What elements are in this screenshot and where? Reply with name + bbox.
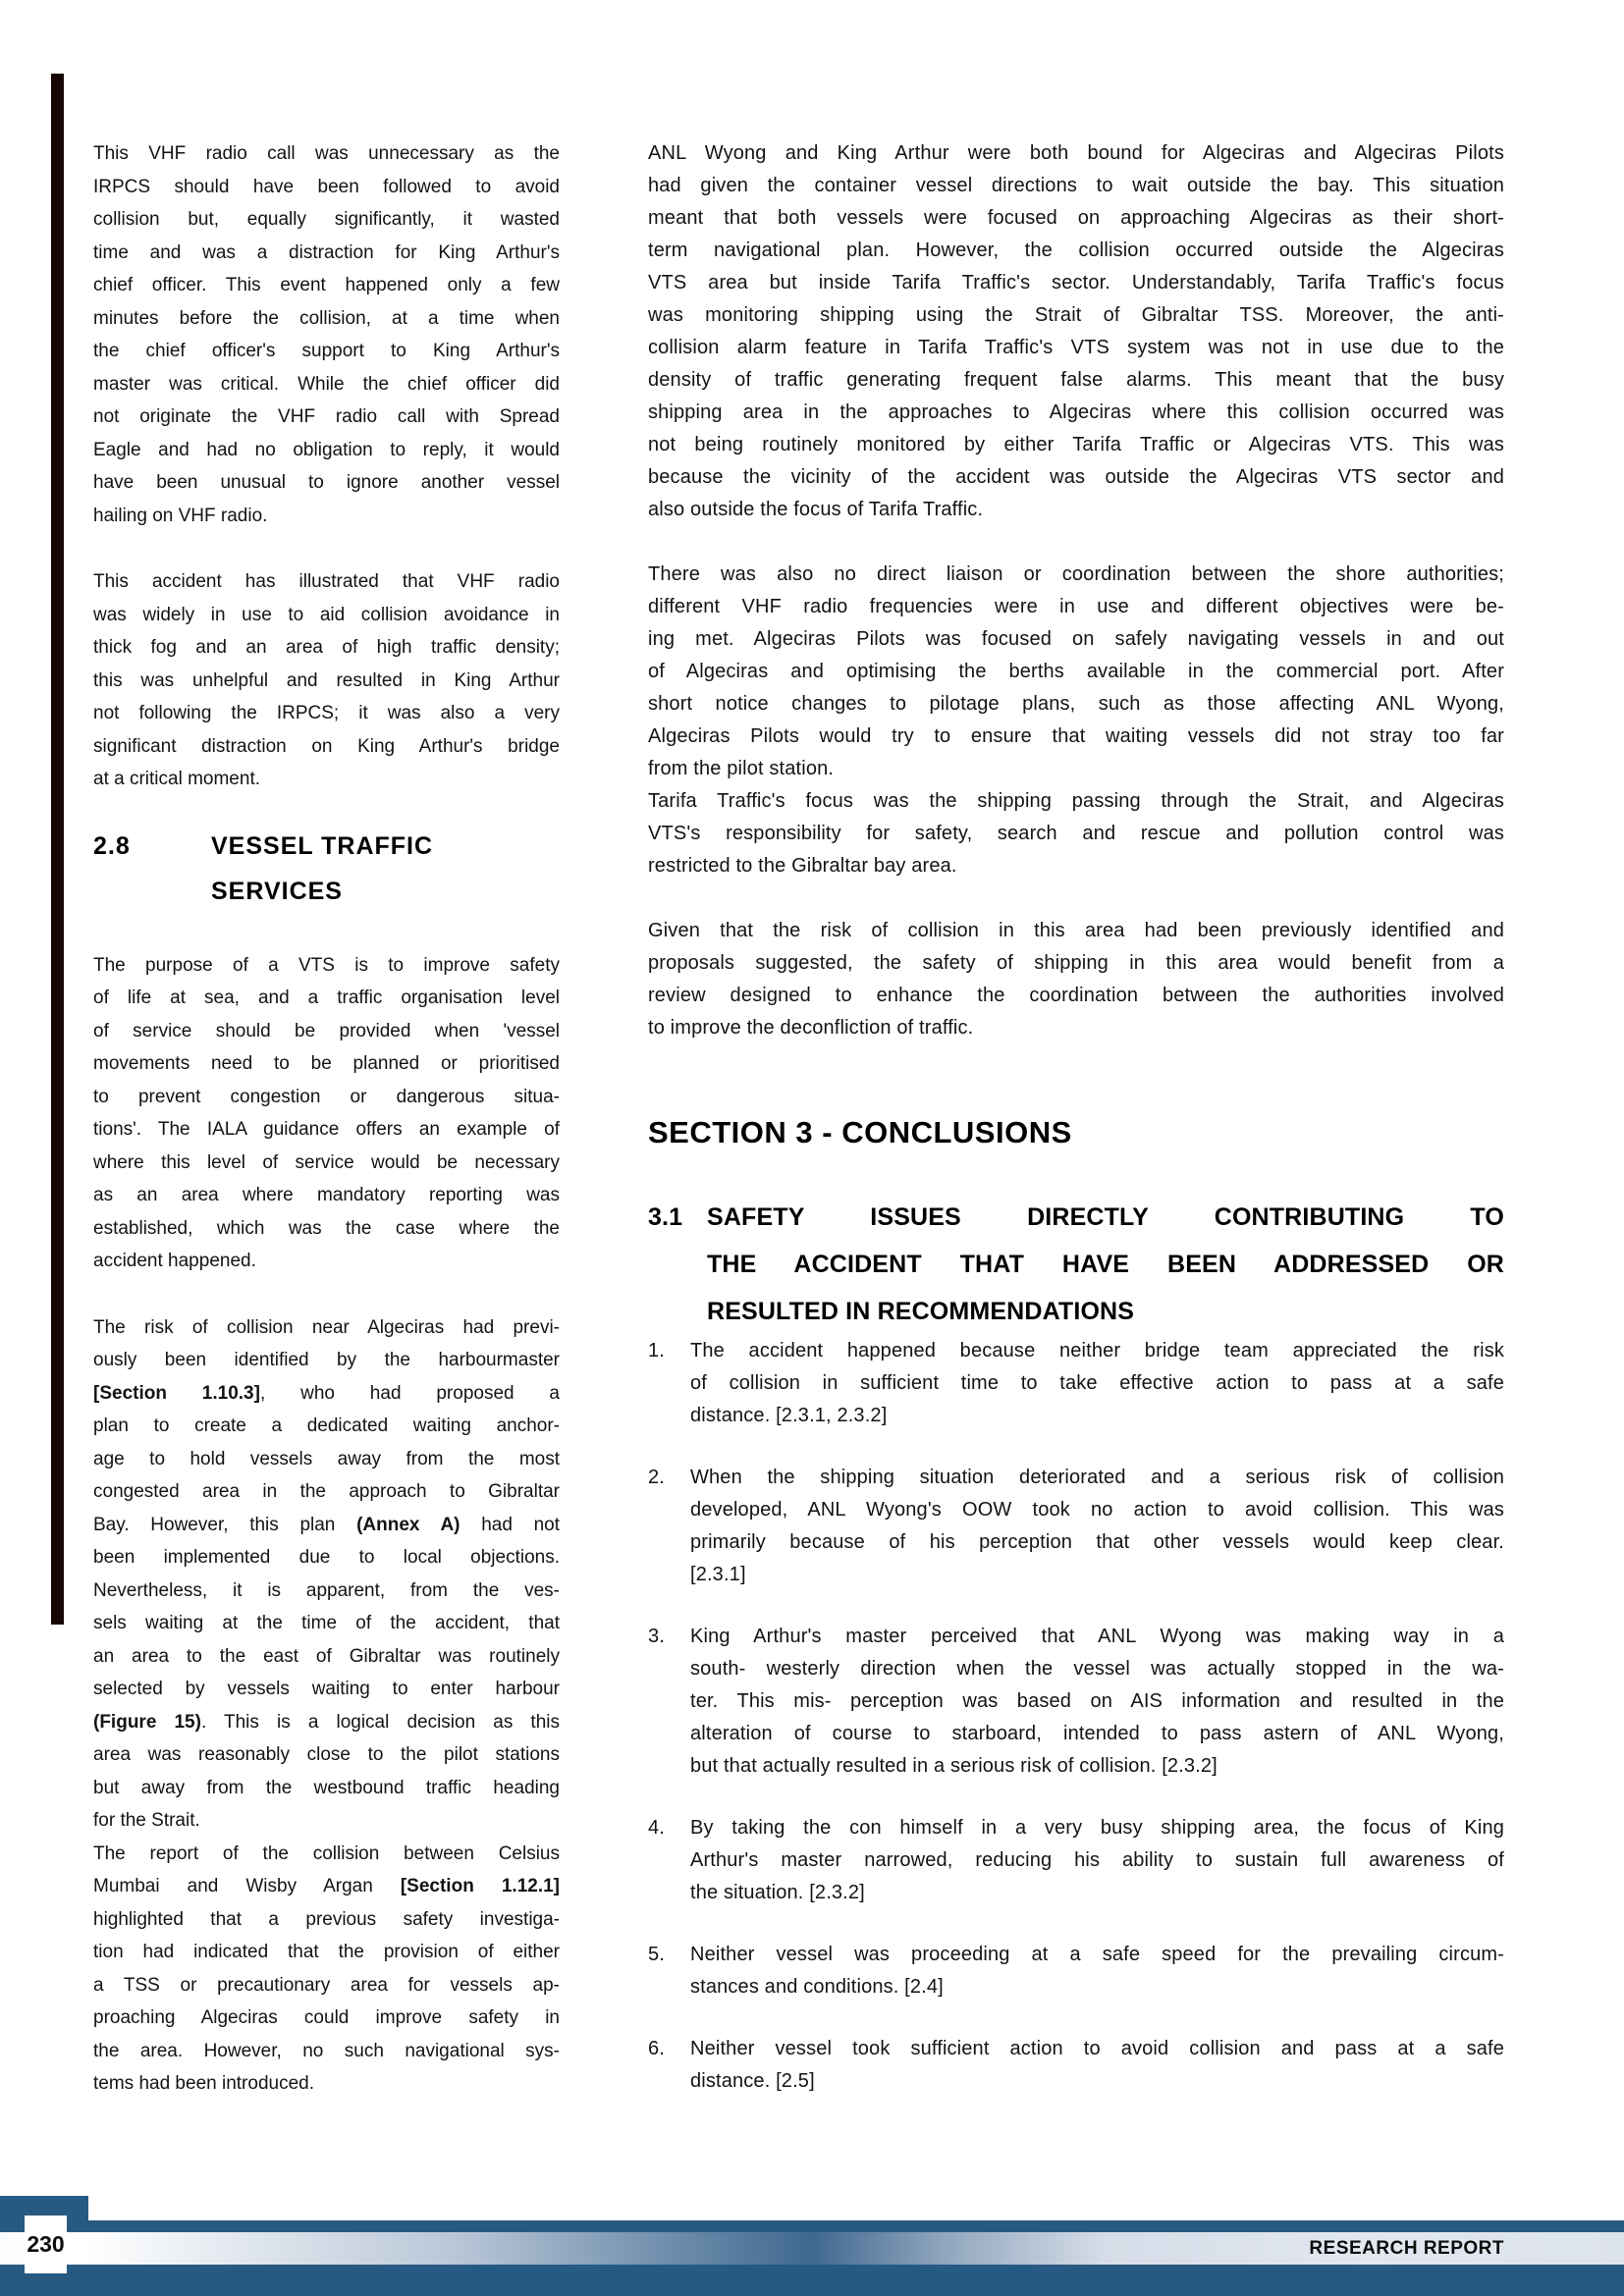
text-line: VTS's responsibility for safety, search and rescue and pollution control was <box>648 823 1504 844</box>
text-line: selected by vessels waiting to enter harbour <box>93 1679 560 1699</box>
text-line: an area to the east of Gibraltar was routinely <box>93 1645 560 1667</box>
text-line: By taking the con himself in a very busy shipping area, the focus of King <box>690 1817 1504 1839</box>
bold-text-run: [Section 1.10.3] <box>93 1382 260 1404</box>
text-line: developed, ANL Wyong's OOW took no action to avoid collision. This was <box>690 1499 1504 1521</box>
text-line: as an area where mandatory reporting was <box>93 1185 560 1205</box>
text-line: Eagle and had no obligation to reply, it would <box>93 439 560 460</box>
text-line: minutes before the collision, at a time when <box>93 307 560 329</box>
list-item <box>648 1335 1504 1432</box>
text-line: from the pilot station. <box>648 758 835 779</box>
list-item-text <box>690 1812 1504 1909</box>
text-line: This VHF radio call was unnecessary as the <box>93 143 560 164</box>
text-line: proaching Algeciras could improve safety in <box>93 2007 560 2028</box>
text-line: ANL Wyong and King Arthur were both bound for Algeciras and Algeciras Pilots <box>648 142 1504 164</box>
footer-gradient-stripe <box>0 2232 1624 2265</box>
text-line: ously been identified by the harbourmaster <box>93 1350 560 1370</box>
text-line: chief officer. This event happened only a few <box>93 275 560 295</box>
text-line: movements need to be planned or prioritised <box>93 1053 560 1074</box>
text-line: age to hold vessels away from the most <box>93 1448 560 1469</box>
text-line: also outside the focus of Tarifa Traffic. <box>648 499 984 520</box>
text-line: to improve the deconfliction of traffic. <box>648 1017 974 1039</box>
text-line: THE ACCIDENT THAT HAVE BEEN ADDRESSED OR <box>707 1251 1504 1278</box>
text-line: of service should be provided when 'vessel <box>93 1020 560 1041</box>
text-line: VESSEL TRAFFIC <box>211 831 434 860</box>
text-line: short notice changes to pilotage plans, such as those affecting ANL Wyong, <box>648 693 1504 715</box>
page-number: 230 <box>25 2216 67 2273</box>
list-item <box>648 1621 1504 1783</box>
text-line: a TSS or precautionary area for vessels ap- <box>93 1974 560 1996</box>
text-line: The accident happened because neither bridge team appreciated the risk <box>690 1340 1504 1362</box>
text-line: of life at sea, and a traffic organisation level <box>93 988 560 1008</box>
text-line: The report of the collision between Celsius <box>93 1842 560 1864</box>
text-line: plan to create a dedicated waiting anchor- <box>93 1415 560 1436</box>
section-title <box>707 1194 1504 1335</box>
text-line: The purpose of a VTS is to improve safety <box>93 954 560 976</box>
text-line: south- westerly direction when the vessel was actually stopped in the wa- <box>690 1658 1504 1680</box>
list-item-number: 3. <box>648 1626 665 1647</box>
text-line: primarily because of his perception that other vessels would keep clear. <box>690 1531 1504 1553</box>
text-line: different VHF radio frequencies were in use and different objectives were be- <box>648 596 1504 617</box>
text-line: hailing on VHF radio. <box>93 505 268 526</box>
report-title-label: RESEARCH REPORT <box>1309 2238 1504 2259</box>
text-line: VTS area but inside Tarifa Traffic's sector. Understandably, Tarifa Traffic's focus <box>648 272 1504 294</box>
text-line: but away from the westbound traffic heading <box>93 1777 560 1798</box>
text-line: the situation. [2.3.2] <box>690 1882 865 1903</box>
right-column <box>648 137 1504 2098</box>
bold-text-run: (Figure 15) <box>93 1711 201 1733</box>
text-line: thick fog and an area of high traffic density; <box>93 637 560 658</box>
text-line: proposals suggested, the safety of shipping in this area would benefit from a <box>648 952 1504 974</box>
revision-change-bar <box>51 74 64 1625</box>
section-title <box>211 824 560 914</box>
text-line: have been unusual to ignore another vessel <box>93 472 560 493</box>
text-line: congested area in the approach to Gibraltar <box>93 1481 560 1502</box>
text-line: highlighted that a previous safety investiga- <box>93 1908 560 1930</box>
text-line: the area. However, no such navigational sys- <box>93 2040 560 2061</box>
text-line: collision but, equally significantly, it wasted <box>93 209 560 230</box>
text-line: distance. [2.3.1, 2.3.2] <box>690 1405 888 1426</box>
text-line <box>93 1509 560 1542</box>
list-item <box>648 2033 1504 2098</box>
text-line: Arthur's master narrowed, reducing his ability to sustain full awareness of <box>690 1849 1504 1871</box>
text-line: King Arthur's master perceived that ANL Wyong was making way in a <box>690 1626 1504 1647</box>
text-line: density of traffic generating frequent false alarms. This meant that the busy <box>648 369 1504 391</box>
text-line: [2.3.1] <box>690 1564 746 1585</box>
text-line: RESULTED IN RECOMMENDATIONS <box>707 1298 1135 1325</box>
list-item-number: 1. <box>648 1340 665 1362</box>
text-line: had given the container vessel directions to wait outside the bay. This situation <box>648 175 1504 196</box>
text-line: because the vicinity of the accident was outside the Algeciras VTS sector and <box>648 466 1504 488</box>
text-line: master was critical. While the chief officer did <box>93 373 560 395</box>
left-column <box>93 137 560 2101</box>
list-item <box>648 1939 1504 2003</box>
text-line: distance. [2.5] <box>690 2070 815 2092</box>
section-3-heading: SECTION 3 - CONCLUSIONS <box>648 1115 1072 1149</box>
text-line: restricted to the Gibraltar bay area. <box>648 855 957 877</box>
text-line <box>93 1706 560 1739</box>
list-item-number: 4. <box>648 1817 665 1839</box>
text-line: the chief officer's support to King Arthur's <box>93 341 560 361</box>
text-line: This accident has illustrated that VHF radio <box>93 571 560 592</box>
section-2-8-heading <box>93 824 560 914</box>
text-line: this was unhelpful and resulted in King Arthur <box>93 669 560 691</box>
section-number: 2.8 <box>93 831 131 860</box>
text-line: The risk of collision near Algeciras had previ- <box>93 1316 560 1338</box>
text-line: significant distraction on King Arthur's bridge <box>93 735 560 757</box>
text-line: Neither vessel was proceeding at a safe speed for the prevailing circum- <box>690 1944 1504 1965</box>
paragraph-collision-risk <box>93 1311 560 1838</box>
text-line: shipping area in the approaches to Algeciras where this collision occurred was <box>648 401 1504 423</box>
list-item-text <box>690 1335 1504 1432</box>
text-line: Nevertheless, it is apparent, from the ves- <box>93 1579 560 1601</box>
text-run: . This is a logical decision as this <box>200 1711 560 1733</box>
paragraph-anl-wyong-bound <box>648 137 1504 526</box>
text-line: area was reasonably close to the pilot stations <box>93 1744 560 1765</box>
text-line: term navigational plan. However, the collision occurred outside the Algeciras <box>648 240 1504 261</box>
text-line: ter. This mis- perception was based on AIS information and resulted in the <box>690 1690 1504 1712</box>
text-line: not being routinely monitored by either Tarifa Traffic or Algeciras VTS. This was <box>648 434 1504 455</box>
text-line: IRPCS should have been followed to avoid <box>93 176 560 197</box>
text-line: Tarifa Traffic's focus was the shipping passing through the Strait, and Algeciras <box>648 790 1504 812</box>
list-item-text <box>690 1462 1504 1591</box>
text-line: Neither vessel took sufficient action to avoid collision and pass at a safe <box>690 2038 1504 2059</box>
text-line: time and was a distraction for King Arthur's <box>93 241 560 263</box>
paragraph-celsius-mumbai <box>93 1838 560 2101</box>
text-line: of Algeciras and optimising the berths available in the commercial port. After <box>648 661 1504 682</box>
text-line: review designed to enhance the coordination between the authorities involved <box>648 985 1504 1006</box>
list-item-text <box>690 1621 1504 1783</box>
bold-text-run: (Annex A) <box>356 1514 460 1535</box>
text-line: When the shipping situation deteriorated and a serious risk of collision <box>690 1467 1504 1488</box>
text-line: where this level of service would be necessary <box>93 1151 560 1173</box>
list-item-number: 2. <box>648 1467 665 1488</box>
text-line: sels waiting at the time of the accident, that <box>93 1613 560 1633</box>
text-run: had not <box>460 1514 560 1535</box>
text-line: SAFETY ISSUES DIRECTLY CONTRIBUTING TO <box>707 1203 1504 1231</box>
text-line: was widely in use to aid collision avoidance in <box>93 604 560 625</box>
paragraph-no-liaison <box>648 559 1504 785</box>
paragraph-vhf-illustrated <box>93 565 560 796</box>
text-line: ing met. Algeciras Pilots was focused on safely navigating vessels in and out <box>648 628 1504 650</box>
list-item-text <box>690 1939 1504 2003</box>
text-line: was monitoring shipping using the Strait of Gibraltar TSS. Moreover, the anti- <box>648 304 1504 326</box>
text-run: , who had proposed a <box>259 1382 561 1404</box>
text-line: established, which was the case where the <box>93 1217 560 1239</box>
text-line: stances and conditions. [2.4] <box>690 1976 944 1998</box>
text-line: tion had indicated that the provision of either <box>93 1942 560 1962</box>
paragraph-vts-purpose <box>93 949 560 1278</box>
text-line: alteration of course to starboard, intended to pass astern of ANL Wyong, <box>690 1723 1504 1744</box>
text-line: at a critical moment. <box>93 769 260 789</box>
section-3-1-heading <box>648 1194 1504 1335</box>
text-line: tions'. The IALA guidance offers an example of <box>93 1119 560 1140</box>
text-line: been implemented due to local objections. <box>93 1547 560 1568</box>
section-number: 3.1 <box>648 1203 683 1231</box>
text-line: for the Strait. <box>93 1810 200 1831</box>
paragraph-tarifa-focus <box>648 785 1504 882</box>
text-line: accident happened. <box>93 1251 256 1271</box>
text-line <box>93 1870 560 1903</box>
list-item-text <box>690 2033 1504 2098</box>
list-item <box>648 1812 1504 1909</box>
list-item-number: 5. <box>648 1944 665 1965</box>
text-line: Given that the risk of collision in this area had been previously identified and <box>648 920 1504 941</box>
footer-band <box>0 2220 1624 2296</box>
text-line: collision alarm feature in Tarifa Traffic's VTS system was not in use due to the <box>648 337 1504 358</box>
text-line: of collision in sufficient time to take effective action to pass at a safe <box>690 1372 1504 1394</box>
text-line: not following the IRPCS; it was also a very <box>93 703 560 723</box>
paragraph-vhf-call <box>93 137 560 532</box>
list-item <box>648 1462 1504 1591</box>
text-line: but that actually resulted in a serious risk of collision. [2.3.2] <box>690 1755 1218 1777</box>
text-run: Bay. However, this plan <box>93 1514 357 1535</box>
text-line: tems had been introduced. <box>93 2073 314 2094</box>
text-run: Mumbai and Wisby Argan <box>93 1876 401 1896</box>
text-line <box>93 1377 560 1411</box>
bold-text-run: [Section 1.12.1] <box>400 1876 560 1896</box>
list-item-number: 6. <box>648 2038 665 2059</box>
text-line: meant that both vessels were focused on approaching Algeciras as their short- <box>648 207 1504 229</box>
paragraph-given-risk <box>648 915 1504 1044</box>
text-line: to prevent congestion or dangerous situa- <box>93 1086 560 1107</box>
text-line: Algeciras Pilots would try to ensure that waiting vessels did not stray too far <box>648 725 1504 747</box>
conclusions-list <box>648 1335 1504 2098</box>
text-line: There was also no direct liaison or coordination between the shore authorities; <box>648 563 1504 585</box>
text-line: not originate the VHF radio call with Spread <box>93 406 560 427</box>
text-line: SERVICES <box>211 877 343 905</box>
